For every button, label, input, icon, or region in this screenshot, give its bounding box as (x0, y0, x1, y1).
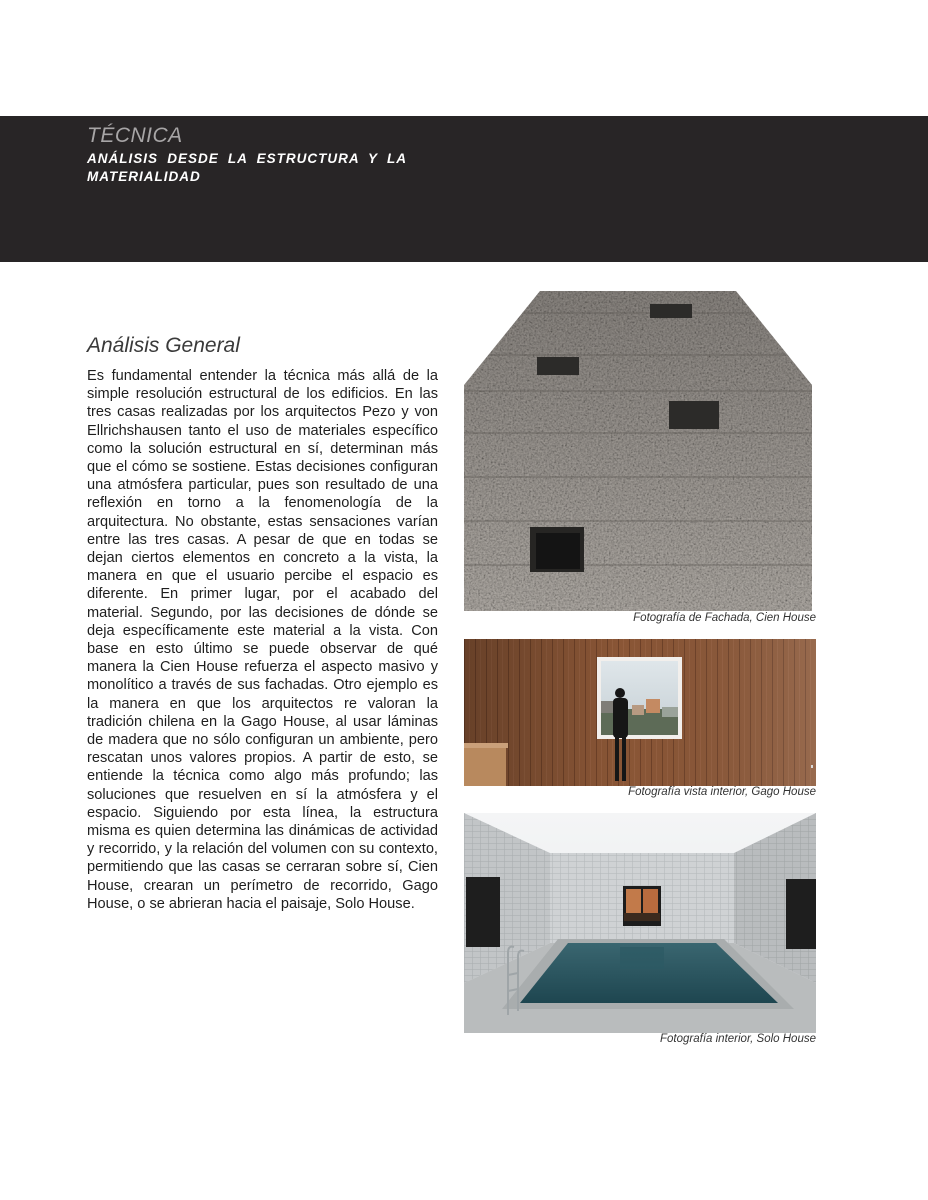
caption-solo-house: Fotografía interior, Solo House (660, 1033, 816, 1045)
section-title: TÉCNICA (87, 124, 183, 147)
photo-solo-house-interior (464, 813, 816, 1033)
photo-cien-house-facade (464, 291, 812, 611)
photo-gago-house-interior (464, 639, 816, 786)
body-text: Es fundamental entender la técnica más allá de la simple resolución estructural de los edificios. En las tres casas realizadas por los arquitectos Pezo y von Ellrichshausen tanto el uso de materiales específico como la solución estructural en sí, determinan más que el cómo se sostiene. Estas decisiones configuran una atmósfera particular, pues son resultado de una reflexión en torno a la fenomenología de la arquitectura. No obstante, estas sensaciones varían entre las tres casas. A pesar de que en todas se dejan ciertos elementos en concreto a la vista, la manera en que el usuario percibe el espacio es diferente. En primer lugar, por el acabado del material. Segundo, por las decisiones de dónde se deja específicamente este material a la vista. Con base en esto último se puede observar de qué manera la Cien House refuerza el aspecto masivo y monolítico a través de sus fachadas. Otro ejemplo es la manera en que los arquitectos re valoran la tradición chilena en la Gago House, al usar láminas de madera que no sólo configuran un ambiente, pero rescatan unos valores propios. A partir de esto, se entiende la técnica como algo más profundo; las soluciones que resuelven en sí la atmósfera y el espacio. Siguiendo por esta línea, la estructura misma es quien determina las dinámicas de actividad y recorrido, y la relación del volumen con su contexto, permitiendo que las casas se cerraran sobre sí, Cien House, crearan un perímetro de recorrido, Gago House, o se abrieran hacia el paisaje, Solo House. (87, 368, 438, 912)
section-subtitle: ANÁLISIS DESDE LA ESTRUCTURA Y LA MATERIALIDAD (87, 151, 407, 184)
caption-cien-house: Fotografía de Fachada, Cien House (633, 612, 816, 624)
caption-gago-house: Fotografía vista interior, Gago House (628, 786, 816, 798)
analysis-heading: Análisis General (87, 334, 240, 357)
